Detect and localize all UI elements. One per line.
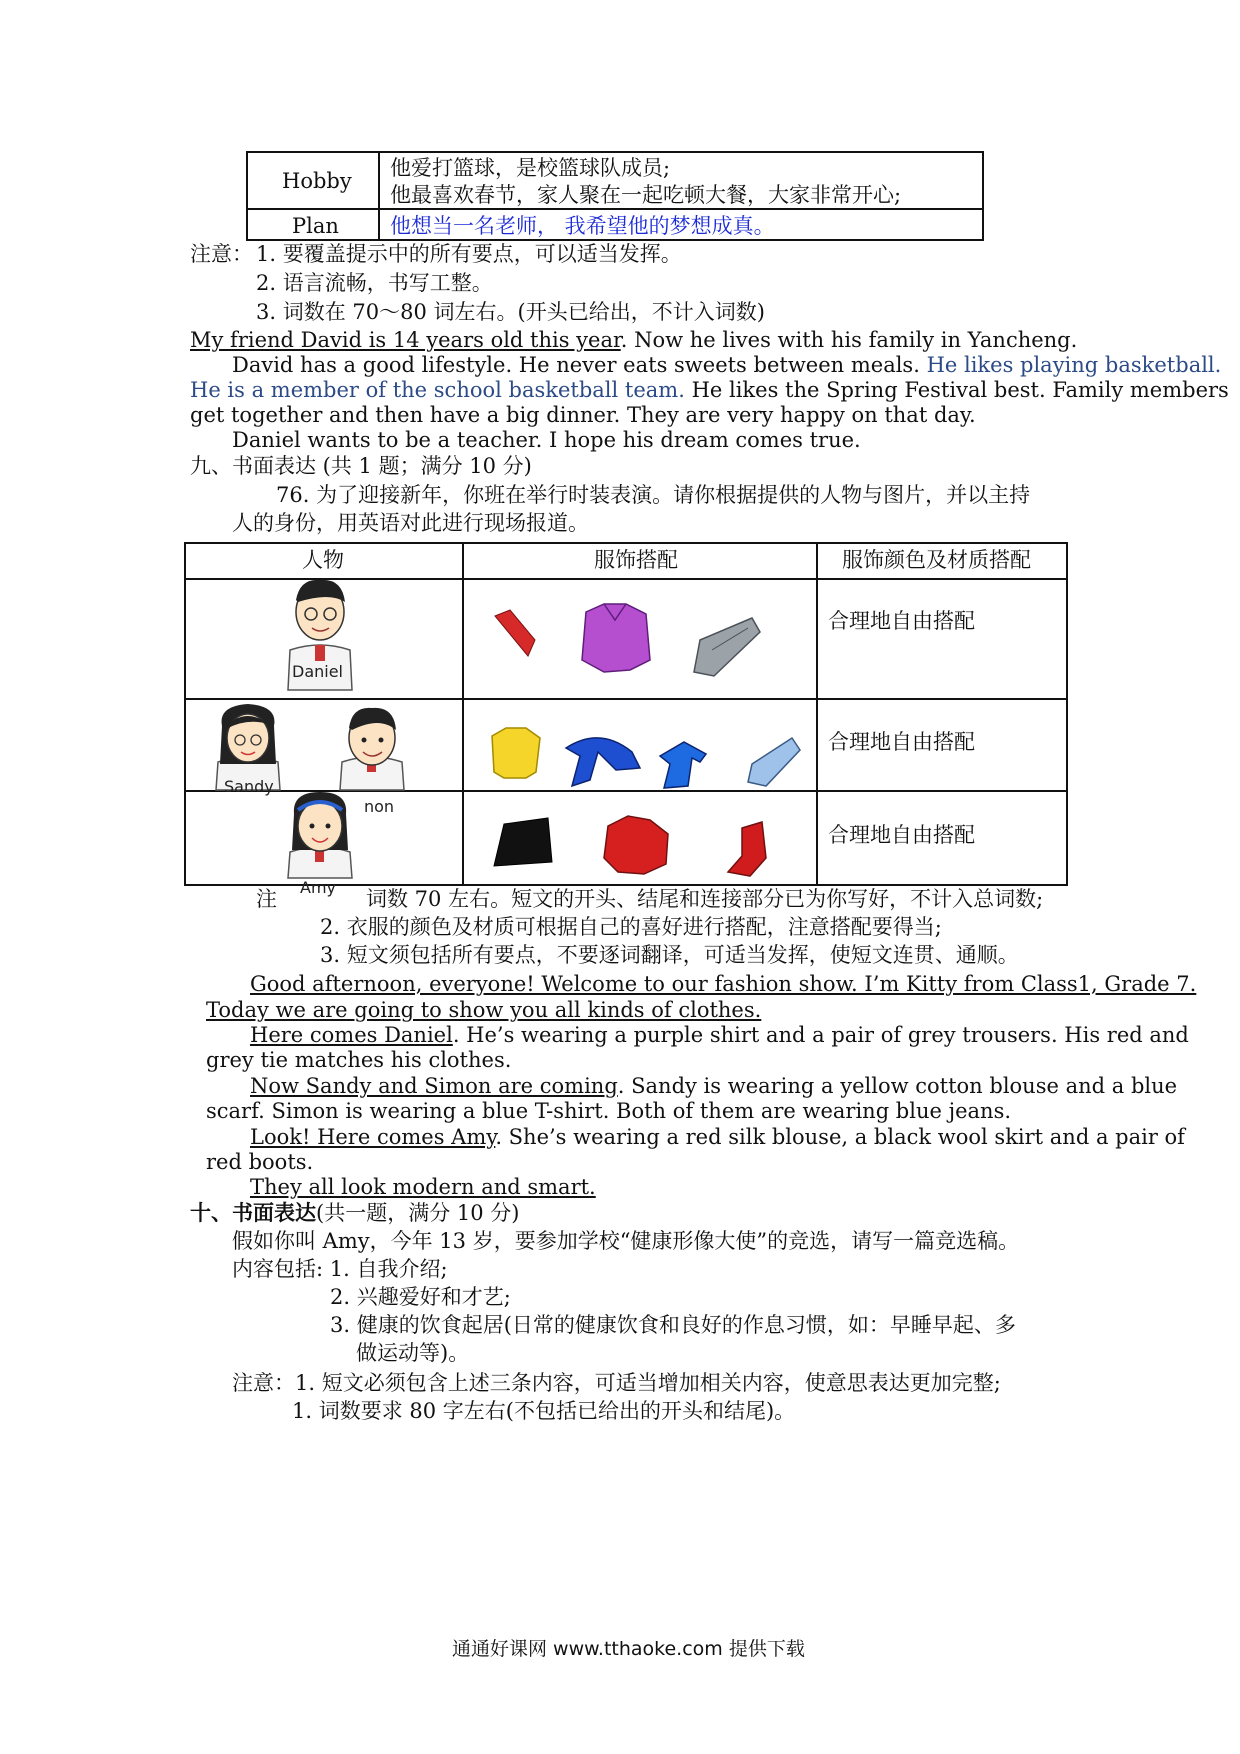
section-title (190, 1200, 519, 1226)
essay-text: . He’s wearing a purple shirt and a pair of grey trousers. His red and (452, 1023, 1189, 1047)
note-item: 2. 语言流畅，书写工整。 (256, 271, 493, 295)
content-item: 做运动等)。 (356, 1341, 470, 1365)
purple-shirt-icon (582, 604, 650, 672)
free-match-text: 合理地自由搭配 (828, 823, 975, 847)
essay-text: . Sandy is wearing a yellow cotton blouse and a blue (617, 1074, 1178, 1098)
content-item: 2. 兴趣爱好和才艺; (330, 1285, 511, 1309)
question-text: 76. 为了迎接新年，你班在举行时装表演。请你根据提供的人物与图片，并以主持 (276, 483, 1031, 507)
question-text: 人的身份，用英语对此进行现场报道。 (232, 511, 589, 535)
content-item: 3. 健康的饮食起居(日常的健康饮食和良好的作息习惯，如：早睡早起、多 (330, 1313, 1016, 1337)
header-person: 人物 (302, 548, 344, 572)
row-label-hobby: Hobby (282, 169, 352, 193)
essay-line: red boots. (206, 1150, 314, 1174)
essay-opening: My friend David is 14 years old this year (190, 328, 621, 352)
essay-text: He likes the Spring Festival best. Family members (684, 378, 1229, 402)
essay-highlight: He is a member of the school basketball team. (190, 378, 685, 402)
essay-line (250, 1124, 1185, 1150)
section-title: 九、书面表达 (共 1 题；满分 10 分) (190, 454, 532, 478)
simon-figure (340, 708, 404, 790)
blue-jeans-icon (748, 738, 800, 786)
free-match-text: 合理地自由搭配 (828, 730, 975, 754)
essay-text: . Now he lives with his family in Yancheng. (620, 328, 1078, 352)
note-item: 3. 短文须包括所有要点，不要逐词翻译，可适当发挥，使短文连贯、通顺。 (320, 943, 1019, 967)
essay-line (250, 1073, 1177, 1099)
essay-line (250, 1022, 1189, 1048)
essay-line: get together and then have a big dinner. They are very happy on that day. (190, 403, 976, 427)
free-match-text: 合理地自由搭配 (828, 609, 975, 633)
notes-prefix: 注意： (190, 242, 253, 266)
essay-connector: Here comes Daniel (250, 1023, 453, 1047)
essay-line: grey tie matches his clothes. (206, 1048, 512, 1072)
essay-text: David has a good lifestyle. He never eats sweets between meals. (232, 353, 927, 377)
name-amy: Amy (300, 878, 336, 897)
name-daniel: Daniel (292, 662, 343, 681)
essay-connector: Now Sandy and Simon are coming (250, 1074, 618, 1098)
section-title-bold: 十、书面表达 (190, 1200, 316, 1225)
note-item: 3. 词数在 70～80 词左右。(开头已给出，不计入词数) (256, 300, 765, 324)
note-item: 1. 词数要求 80 字左右(不包括已给出的开头和结尾)。 (292, 1399, 796, 1423)
plan-line: 他想当一名老师， 我希望他的梦想成真。 (390, 214, 775, 238)
red-tie-icon (495, 610, 535, 656)
essay-line: scarf. Simon is wearing a blue T-shirt. Both of them are wearing blue jeans. (206, 1099, 1012, 1123)
hobby-line: 他爱打篮球，是校篮球队成员; (390, 156, 671, 180)
name-simon: non (364, 797, 395, 816)
blue-scarf-icon (566, 738, 640, 786)
section-title-rest: (共一题，满分 10 分) (316, 1201, 520, 1225)
note-item: 1. 要覆盖提示中的所有要点，可以适当发挥。 (256, 242, 682, 266)
black-skirt-icon (494, 818, 552, 866)
essay-line: Today we are going to show you all kinds of clothes. (206, 998, 762, 1022)
amy-figure (288, 792, 352, 878)
header-color-material: 服饰颜色及材质搭配 (842, 548, 1031, 572)
red-boots-icon (728, 822, 766, 876)
row-label-plan: Plan (292, 214, 339, 238)
header-outfit: 服饰搭配 (594, 548, 678, 572)
footer: 通通好课网 www.tthaoke.com 提供下载 (452, 1638, 805, 1660)
essay-line: Daniel wants to be a teacher. I hope his dream comes true. (232, 428, 861, 452)
essay-highlight: He likes playing basketball. (926, 353, 1222, 377)
note-item: 词数 70 左右。短文的开头、结尾和连接部分已为你写好，不计入总词数; (366, 887, 1044, 911)
essay-connector: Look! Here comes Amy (250, 1125, 496, 1149)
essay-text: . She’s wearing a red silk blouse, a black wool skirt and a pair of (495, 1125, 1185, 1149)
content-item: 内容包括: 1. 自我介绍; (232, 1257, 448, 1281)
hobby-line: 他最喜欢春节，家人聚在一起吃顿大餐，大家非常开心; (390, 183, 902, 207)
note-item: 2. 衣服的颜色及材质可根据自己的喜好进行搭配，注意搭配要得当; (320, 915, 942, 939)
note-prefix: 注 (256, 887, 277, 911)
yellow-blouse-icon (492, 728, 540, 778)
red-blouse-icon (604, 816, 668, 874)
grey-trousers-icon (694, 618, 760, 676)
blue-tshirt-icon (660, 742, 706, 788)
section-intro: 假如你叫 Amy，今年 13 岁，要参加学校“健康形像大使”的竞选，请写一篇竞选稿。 (232, 1229, 1020, 1253)
name-sandy: Sandy (224, 777, 274, 796)
note-item: 注意：1. 短文必须包含上述三条内容，可适当增加相关内容，使意思表达更加完整; (232, 1371, 1001, 1395)
essay-line: Good afternoon, everyone! Welcome to our fashion show. I’m Kitty from Class1, Grade 7. (250, 972, 1197, 996)
essay-line: They all look modern and smart. (250, 1175, 596, 1199)
